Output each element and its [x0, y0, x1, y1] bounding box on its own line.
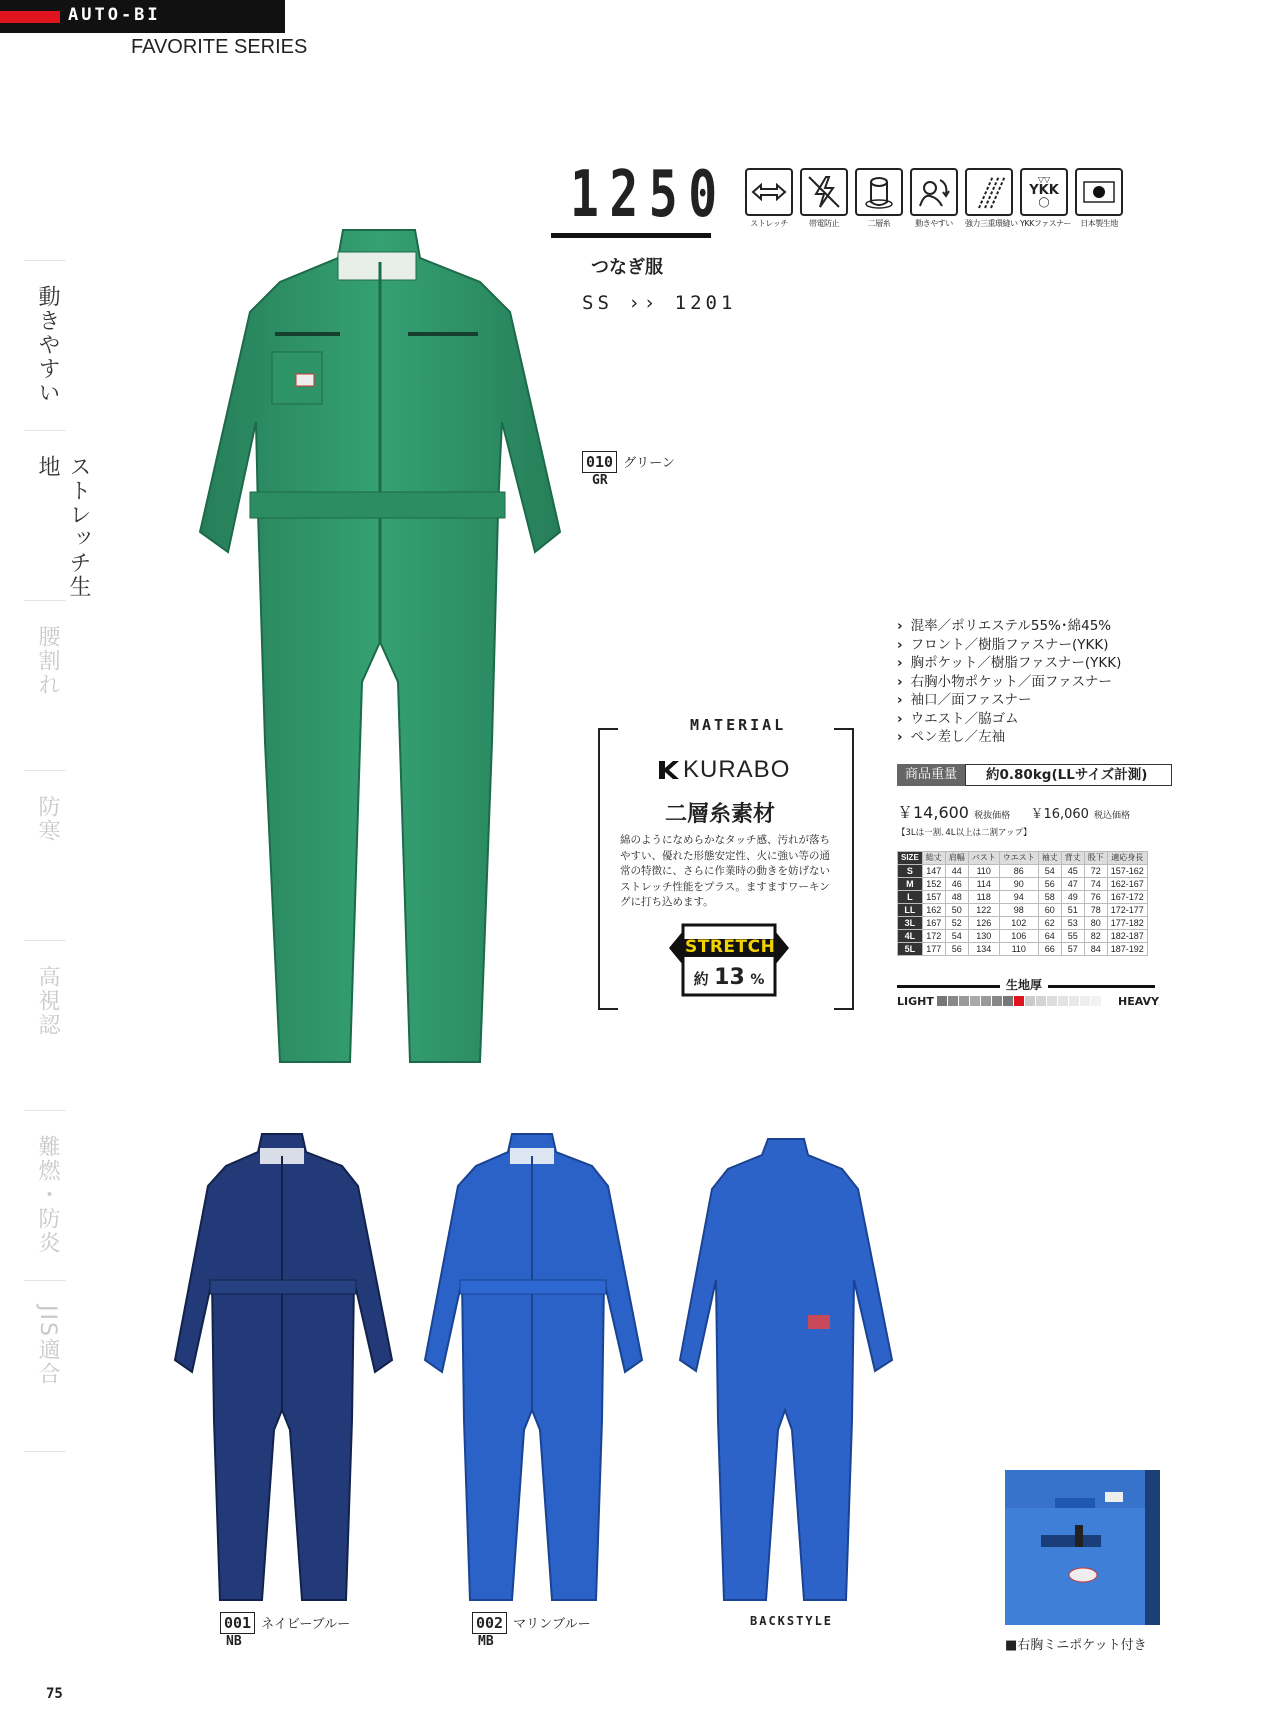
stretch-badge: [669, 917, 789, 997]
thickness-step: [992, 996, 1002, 1006]
size-table: [897, 851, 1148, 956]
detail-caption: ■右胸ミニポケット付き: [1005, 1638, 1147, 1653]
color-abbr: MB: [478, 1634, 494, 1649]
table-row: 3L 167 52 126 102 62 53 80 177-182: [898, 917, 1148, 930]
table-row: S 147 44 110 86 54 45 72 157-162: [898, 865, 1148, 878]
series-label: FAVORITE SERIES: [131, 36, 308, 58]
table-row: 4L 172 54 130 106 64 55 82 182-187: [898, 930, 1148, 943]
side-item-flame-retardant[interactable]: [24, 1110, 66, 1281]
product-code-rule: [551, 233, 711, 238]
double-layer-yarn-icon: [855, 168, 903, 216]
backstyle-label: BACKSTYLE: [750, 1614, 834, 1628]
coverall-marine-blue-image: [420, 1130, 650, 1605]
feature-triple-stitch: [965, 168, 1018, 229]
ykk-zipper-icon: ▽▽ YKK ◯: [1020, 168, 1068, 216]
thickness-scale: [937, 996, 1102, 1006]
thickness-light-label: LIGHT: [897, 995, 934, 1008]
col-header: SIZE: [898, 852, 923, 865]
color-name: マリンブルー: [513, 1617, 591, 1632]
triple-stitch-icon: [965, 168, 1013, 216]
thickness-step: [970, 996, 980, 1006]
page-number: 75: [46, 1686, 63, 1702]
color-code: 001: [220, 1612, 255, 1634]
stretch-value: 13: [714, 965, 745, 990]
stretch-prefix: 約: [693, 970, 709, 988]
feature-label: 強力三重環縫い: [965, 219, 1018, 228]
ss-code: SS ›› 1201: [582, 292, 737, 314]
color-label-navy: [220, 1612, 350, 1649]
feature-label: YKKファスナー: [1020, 219, 1072, 228]
antistatic-icon: [800, 168, 848, 216]
coverall-green-image: [180, 222, 580, 1074]
spec-item: › ウエスト／脇ゴム: [897, 710, 1121, 729]
feature-antistatic: [800, 168, 848, 229]
weight-box: [897, 764, 1172, 786]
col-header: 股下: [1084, 852, 1107, 865]
weight-value: 約0.80kg(LLサイズ計測): [965, 764, 1172, 786]
side-item-stretch[interactable]: [24, 430, 91, 601]
ykk-logo-text: YKK: [1029, 183, 1059, 198]
thickness-step: [959, 996, 969, 1006]
thickness-step: [981, 996, 991, 1006]
thickness-step: [1036, 996, 1046, 1006]
spec-item: › 胸ポケット／樹脂ファスナー(YKK): [897, 654, 1121, 673]
price-line: [897, 800, 1130, 823]
color-label-marine: [472, 1612, 591, 1649]
side-item-jis[interactable]: [24, 1280, 66, 1452]
product-code: 1250: [570, 158, 728, 232]
color-name: ネイビーブルー: [261, 1617, 351, 1632]
table-row: 5L 177 56 134 110 66 57 84 187-192: [898, 943, 1148, 956]
spec-item: › 袖口／面ファスナー: [897, 691, 1121, 710]
brand-label: AUTO-BI: [68, 5, 161, 25]
thickness-step: [1058, 996, 1068, 1006]
side-item-label: 高視認: [35, 965, 60, 1037]
table-row: L 157 48 118 94 58 49 76 167-172: [898, 891, 1148, 904]
pocket-detail-image: [1005, 1470, 1160, 1625]
side-item-label: JIS適合: [35, 1305, 60, 1386]
feature-japan-made: [1075, 168, 1123, 229]
table-row: LL 162 50 122 98 60 51 78 172-177: [898, 904, 1148, 917]
feature-double-layer-yarn: [855, 168, 903, 229]
feature-stretch: [745, 168, 793, 229]
side-item-label: 動きやすい: [35, 285, 60, 405]
weight-label: 商品重量: [897, 764, 965, 786]
feature-label: ストレッチ: [750, 219, 788, 228]
side-item-label: ストレッチ生地: [35, 455, 91, 599]
table-row: M 152 46 114 90 56 47 74 162-167: [898, 878, 1148, 891]
col-header: 肩幅: [945, 852, 968, 865]
side-item-easy-movement[interactable]: [24, 260, 66, 431]
thickness-step: [948, 996, 958, 1006]
col-header: ウエスト: [999, 852, 1038, 865]
color-name: グリーン: [623, 456, 675, 471]
material-bracket-left: [598, 728, 618, 1010]
color-abbr: NB: [226, 1634, 242, 1649]
material-heading: MATERIAL: [690, 716, 787, 734]
kurabo-mark-icon: [657, 759, 681, 781]
thickness-step: [937, 996, 947, 1006]
side-item-high-visibility[interactable]: [24, 940, 66, 1111]
thickness-step: [1091, 996, 1101, 1006]
thickness-title: 生地厚: [1000, 976, 1048, 993]
feature-label: 帯電防止: [809, 219, 839, 228]
spec-item: › 混率／ポリエステル55%･綿45%: [897, 617, 1121, 636]
price-before-tax: ￥14,600: [897, 803, 969, 822]
spec-item: › ペン差し／左袖: [897, 728, 1121, 747]
side-item-label: 難燃・防炎: [35, 1135, 60, 1255]
coverall-backstyle-image: [678, 1135, 898, 1605]
side-item-label: 腰割れ: [35, 625, 60, 697]
easy-movement-icon: [910, 168, 958, 216]
thickness-step: [1003, 996, 1013, 1006]
thickness-step: [1080, 996, 1090, 1006]
header-accent: [0, 11, 60, 23]
feature-easy-movement: [910, 168, 958, 229]
stretch-label: STRETCH: [685, 937, 776, 957]
thickness-heavy-label: HEAVY: [1118, 995, 1159, 1008]
price-before-tax-label: 税抜価格: [974, 811, 1011, 821]
spec-list: [897, 617, 1121, 747]
col-header: 総丈: [922, 852, 945, 865]
size-table-header: [898, 852, 1148, 865]
spec-item: › 右胸小物ポケット／面ファスナー: [897, 673, 1121, 692]
col-header: 適応身長: [1107, 852, 1147, 865]
material-description: 綿のようになめらかなタッチ感、汚れが落ちやすい、優れた形態安定性、火に強い等の通常の特徴に、さらに作業時の動きを妨げないストレッチ性能をプラス。ますますワーキングに打ち込めます。: [620, 834, 830, 908]
side-item-cold-protection[interactable]: [24, 770, 66, 941]
product-type: つなぎ服: [591, 257, 663, 278]
japan-made-icon: [1075, 168, 1123, 216]
price-with-tax: ￥16,060: [1030, 807, 1089, 822]
kurabo-logo: [657, 756, 790, 784]
feature-label: 二層糸: [867, 219, 891, 228]
feature-label: 動きやすい: [915, 219, 953, 228]
stretch-icon: [745, 168, 793, 216]
side-item-label: 防寒: [35, 795, 60, 843]
spec-item: › フロント／樹脂ファスナー(YKK): [897, 636, 1121, 655]
stretch-unit: %: [750, 972, 765, 988]
col-header: 背丈: [1061, 852, 1084, 865]
color-label-green: [582, 451, 675, 488]
thickness-step: [1014, 996, 1024, 1006]
color-code: 010: [582, 451, 617, 473]
thickness-step: [1047, 996, 1057, 1006]
side-item-waist-split[interactable]: [24, 600, 66, 771]
thickness-step: [1025, 996, 1035, 1006]
col-header: 袖丈: [1038, 852, 1061, 865]
price-with-tax-label: 税込価格: [1094, 811, 1131, 821]
feature-label: 日本製生地: [1080, 219, 1118, 228]
feature-ykk-zipper: [1020, 168, 1072, 229]
price-note: 【3Lは一割､4L以上は二割アップ】: [897, 828, 1032, 838]
thickness-step: [1069, 996, 1079, 1006]
col-header: バスト: [968, 852, 999, 865]
material-name: 二層糸素材: [665, 802, 776, 827]
color-abbr: GR: [592, 473, 608, 488]
color-code: 002: [472, 1612, 507, 1634]
coverall-navy-image: [170, 1130, 400, 1605]
feature-icons: [745, 168, 1123, 229]
kurabo-text: KURABO: [683, 756, 791, 783]
